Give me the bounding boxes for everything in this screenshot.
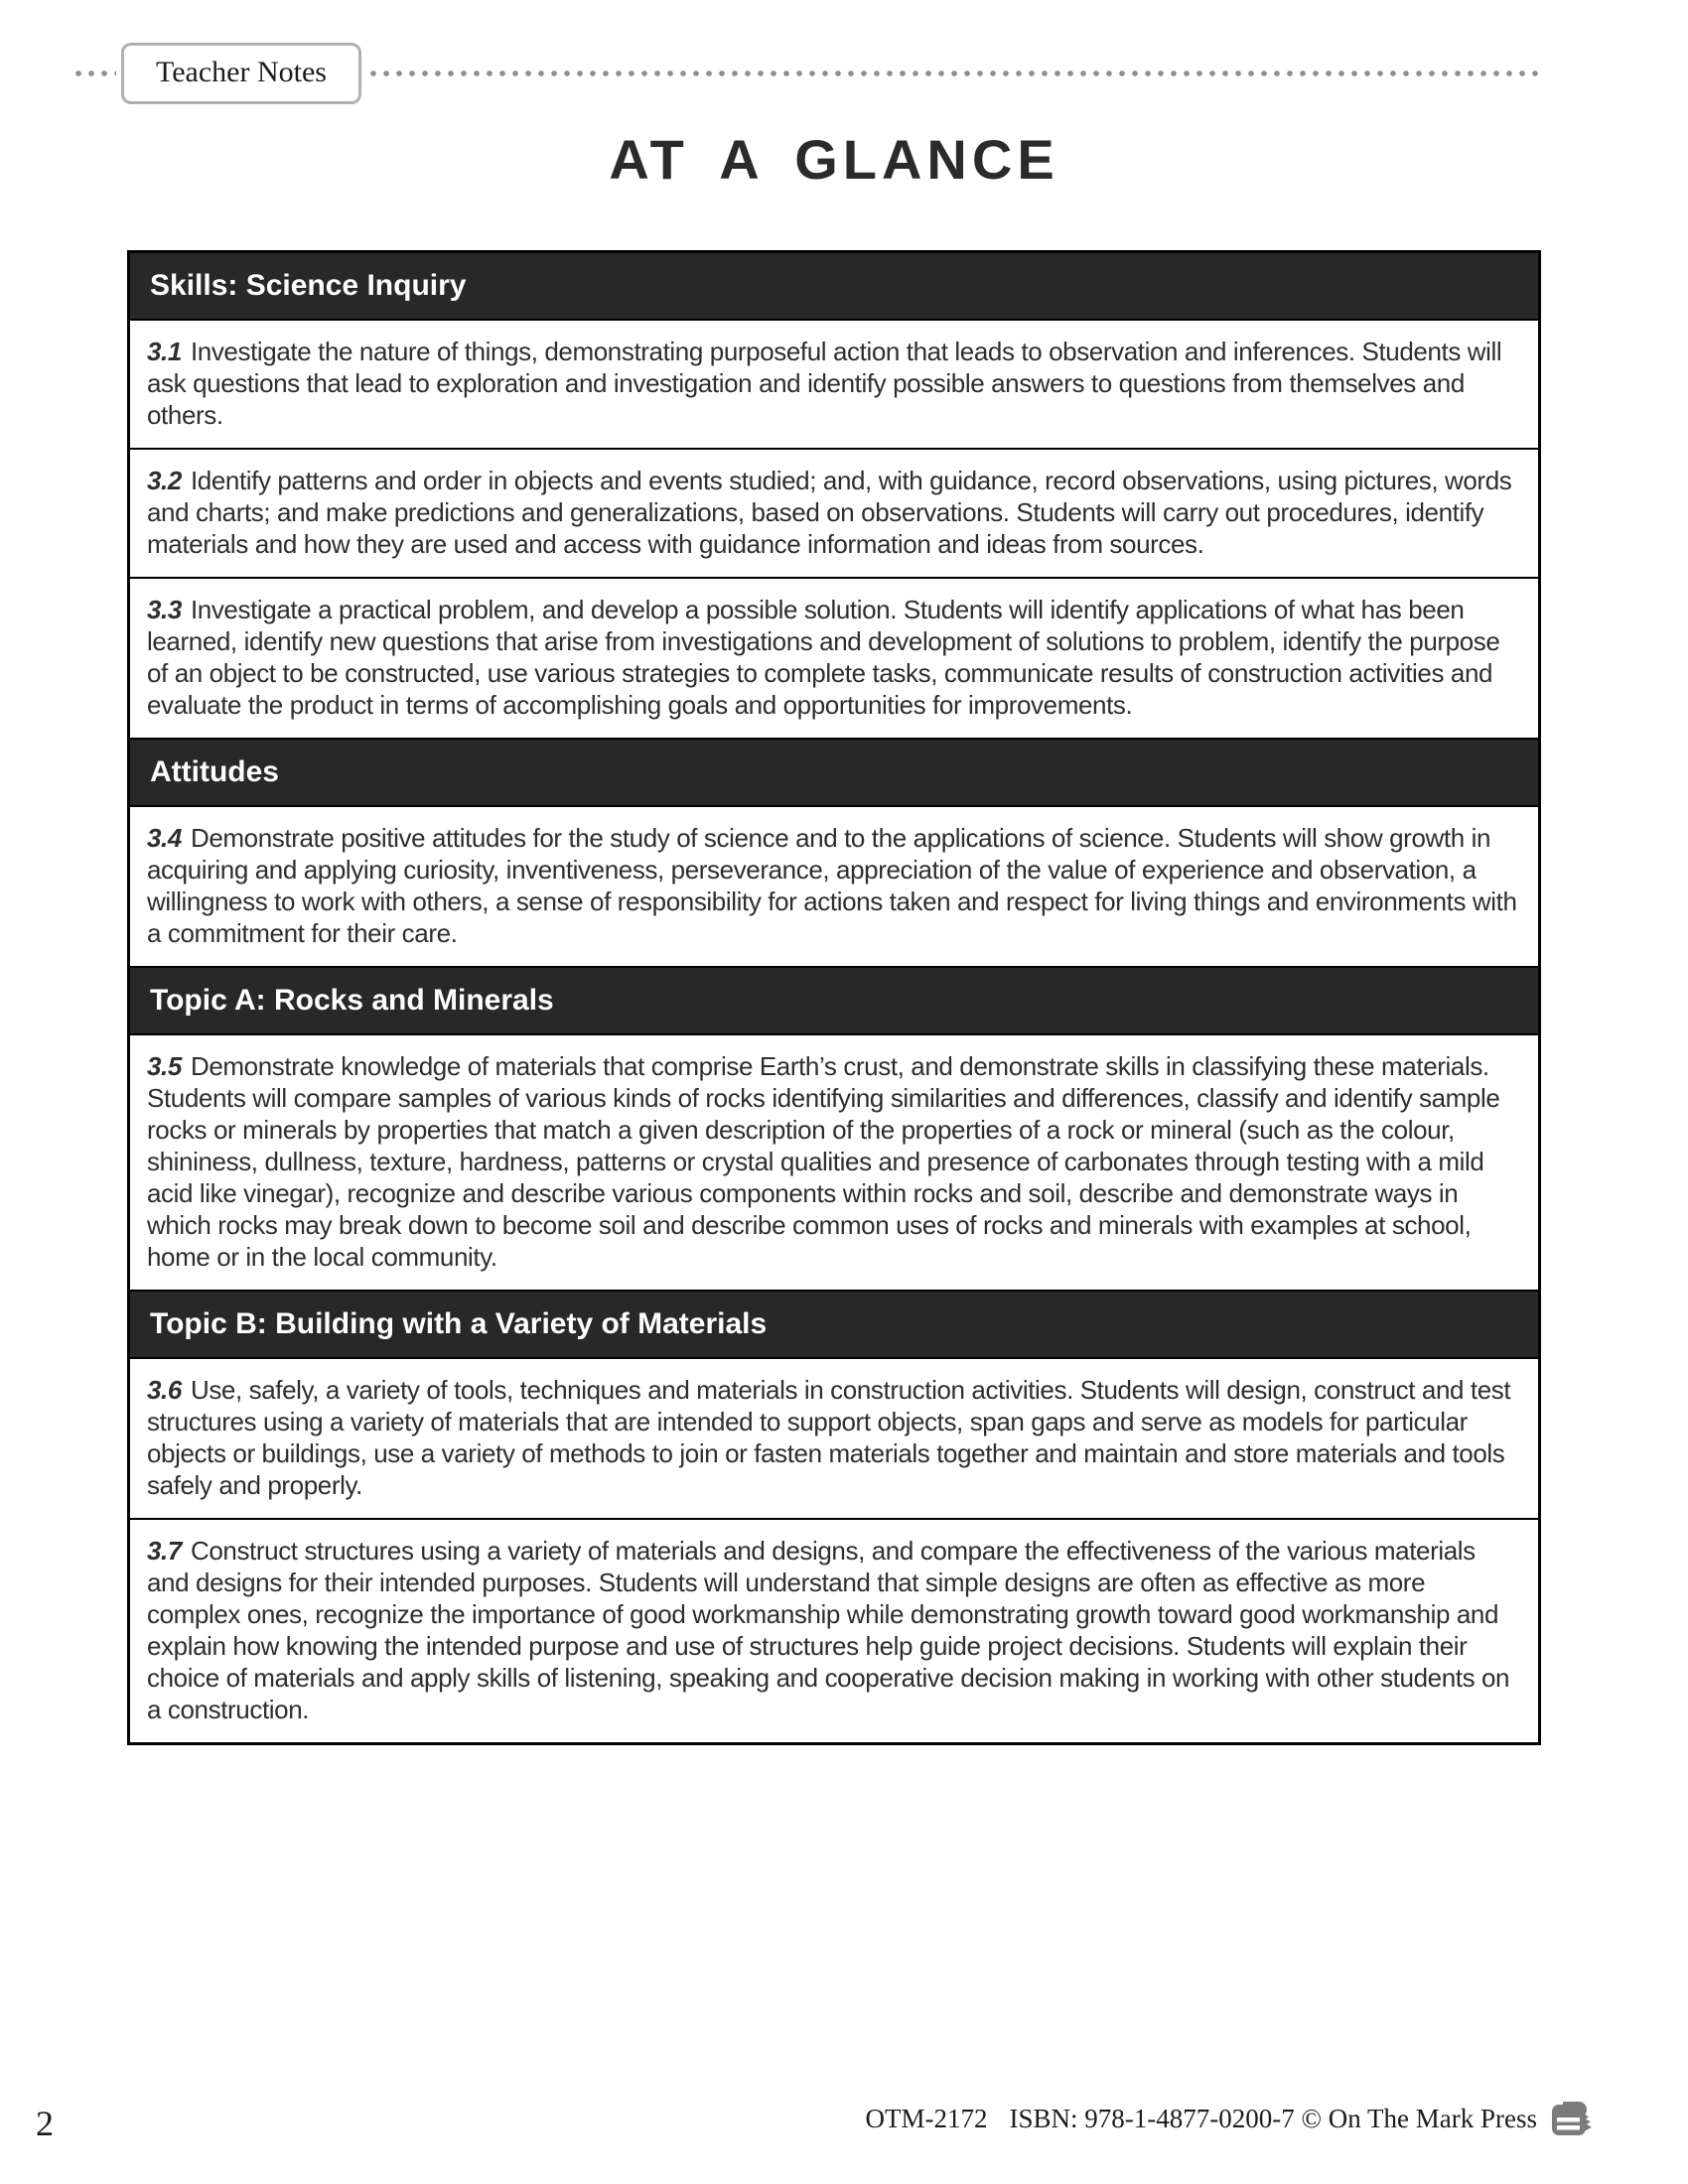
- standard-row-3-4: [130, 805, 1538, 966]
- standard-row-3-1: [130, 319, 1538, 448]
- standard-number: 3.4: [147, 823, 182, 853]
- page-title: AT A GLANCE: [609, 128, 1059, 191]
- footer-credit: [866, 2101, 1595, 2137]
- standard-number: 3.3: [147, 595, 182, 624]
- standard-number: 3.6: [147, 1375, 182, 1405]
- standard-text: Identify patterns and order in objects and events studied; and, with guidance, record observations, using pictures, words and charts; and make predictions and generalizations, based on observations. Students will carry out procedures, identify materials and how they are used and access with guidance information and ideas from sources.: [147, 466, 1512, 559]
- dotted-line-left: [74, 69, 116, 77]
- at-a-glance-table: [127, 250, 1541, 1745]
- standard-text: Demonstrate knowledge of materials that comprise Earth’s crust, and demonstrate skills in classifying these materials. Students will compare samples of various kinds of rocks identifying similarities and differences, classify and identify sample rocks or minerals by properties that match a given description of the properties of a rock or mineral (such as the colour, shininess, dullness, texture, hardness, patterns or crystal qualities and presence of carbonates through testing with a mild acid like vinegar), recognize and describe various components within rocks and soil, describe and demonstrate ways in which rocks may break down to become soil and describe common uses of rocks and minerals with examples at school, home or in the local community.: [147, 1051, 1500, 1272]
- standard-row-3-3: [130, 577, 1538, 738]
- section-header-topic-b-building-with-materials: [130, 1290, 1538, 1357]
- standard-text: Demonstrate positive attitudes for the study of science and to the applications of science. Students will show growth in acquiring and applying curiosity, inventiveness, perseverance, appreciation of the value of experience and observation, a willingness to work with others, a sense of responsibility for actions taken and respect for living things and environments with a commitment for their care.: [147, 823, 1517, 948]
- page-number: 2: [36, 2104, 54, 2143]
- section-header-attitudes: [130, 738, 1538, 805]
- standard-text: Use, safely, a variety of tools, techniques and materials in construction activities. Students will design, construct and test structures using a variety of materials that are intended to support objects, span gaps and serve as models for particular objects or buildings, use a variety of methods to join or fasten materials together and maintain and store materials and tools safely and properly.: [147, 1375, 1511, 1500]
- section-header-skills-science-inquiry: [130, 253, 1538, 319]
- standard-text: Investigate a practical problem, and develop a possible solution. Students will identify applications of what has been learned, identify new questions that arise from investigations and development of solutions to problem, identify the purpose of an object to be constructed, use various strategies to complete tasks, communicate results of construction activities and evaluate the product in terms of accomplishing goals and opportunities for improvements.: [147, 595, 1500, 720]
- standard-row-3-2: [130, 448, 1538, 577]
- section-heading-text: Topic B: Building with a Variety of Materials: [150, 1307, 768, 1340]
- tab-band: [74, 42, 1542, 105]
- standard-row-3-6: [130, 1357, 1538, 1518]
- standard-row-3-7: [130, 1518, 1538, 1742]
- standard-text: Construct structures using a variety of materials and designs, and compare the effectiveness of the various materials and designs for their intended purposes. Students will understand that simple designs are often as effective as more complex ones, recognize the importance of good workmanship while demonstrating growth toward good workmanship and explain how knowing the intended purpose and use of structures help guide project decisions. Students will explain their choice of materials and apply skills of listening, speaking and cooperative decision making in working with other students on a construction.: [147, 1536, 1510, 1724]
- teacher-notes-label: Teacher Notes: [156, 56, 327, 88]
- section-heading-text: Skills: Science Inquiry: [150, 269, 467, 302]
- standard-number: 3.1: [147, 337, 182, 366]
- footer-product-code: OTM-2172: [865, 2104, 988, 2133]
- section-header-topic-a-rocks-and-minerals: [130, 966, 1538, 1033]
- footer-isbn-copyright: ISBN: 978-1-4877-0200-7 © On The Mark Press: [1009, 2104, 1537, 2133]
- section-heading-text: Attitudes: [150, 755, 279, 788]
- standard-number: 3.5: [147, 1051, 182, 1081]
- standard-number: 3.2: [147, 466, 182, 495]
- dotted-line-right: [369, 69, 1542, 77]
- standard-number: 3.7: [147, 1536, 182, 1566]
- teacher-notes-tab: [121, 43, 361, 104]
- press-logo-icon: [1551, 2101, 1595, 2137]
- section-heading-text: Topic A: Rocks and Minerals: [150, 984, 554, 1017]
- standard-row-3-5: [130, 1033, 1538, 1290]
- standard-text: Investigate the nature of things, demonstrating purposeful action that leads to observation and inferences. Students will ask questions that lead to exploration and investigation and identify possible answers to questions from themselves and others.: [147, 337, 1502, 430]
